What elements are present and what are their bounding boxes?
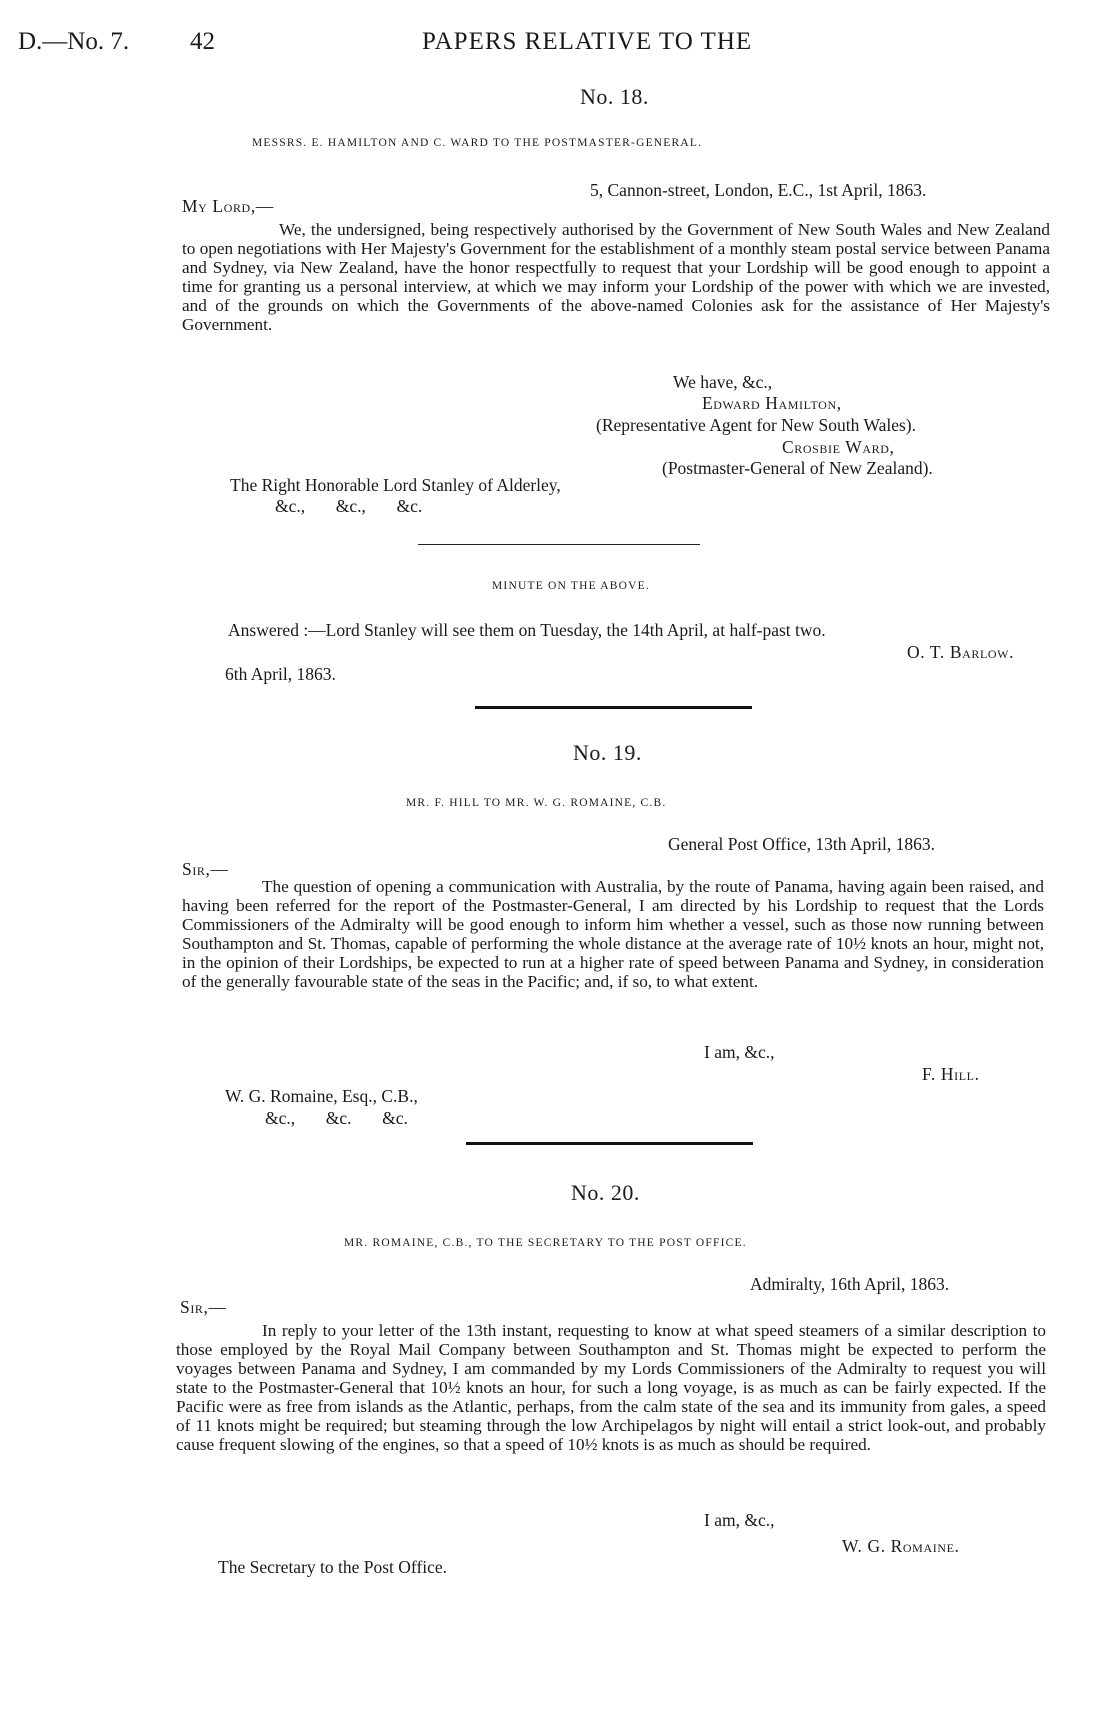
doc18-signer1: Edward Hamilton,	[702, 393, 842, 413]
section-divider	[466, 1142, 753, 1145]
doc19-heading: MR. F. HILL TO MR. W. G. ROMAINE, C.B.	[406, 797, 667, 809]
doc18-signer1-role: (Representative Agent for New South Wales).	[596, 415, 916, 435]
section-divider	[475, 706, 752, 709]
doc19-body: The question of opening a communication with Australia, by the route of Panama, having again been raised, and having been referred for the report of the Postmaster-General, I am directed by his Lordship to request that the Lords Commissioners of the Admiralty will be good enough to inform him whether a vessel, such as those now running between Southampton and St. Thomas, capable of performing the whole distance at the average rate of 10½ knots an hour, might not, in the opinion of their Lordships, be expected to run at a higher rate of speed between Panama and Sydney, in consideration of the generally favourable state of the seas in the Pacific; and, if so, to what extent.	[182, 877, 1044, 991]
doc20-heading: MR. ROMAINE, C.B., TO THE SECRETARY TO THE POST OFFICE.	[344, 1237, 747, 1249]
doc19-salutation: Sir,—	[182, 859, 229, 879]
doc20-address: Admiralty, 16th April, 1863.	[750, 1274, 950, 1294]
doc19-closing: I am, &c.,	[704, 1042, 775, 1062]
doc19-address: General Post Office, 13th April, 1863.	[668, 834, 935, 854]
doc18-addressee-etc: &c., &c., &c.	[275, 496, 423, 516]
page-title: PAPERS RELATIVE TO THE	[422, 28, 753, 55]
doc20-addressee: The Secretary to the Post Office.	[218, 1557, 448, 1577]
minute-text: Answered :—Lord Stanley will see them on Tuesday, the 14th April, at half-past two.	[228, 620, 826, 640]
section-divider	[418, 544, 700, 545]
page-number: 42	[190, 28, 215, 55]
minute-signer: O. T. Barlow.	[907, 642, 1015, 662]
doc18-address: 5, Cannon-street, London, E.C., 1st April, 1863.	[590, 180, 927, 200]
doc20-closing: I am, &c.,	[704, 1510, 775, 1530]
doc18-number: No. 18.	[580, 84, 649, 109]
doc18-signer2-role: (Postmaster-General of New Zealand).	[662, 458, 933, 478]
minute-heading: MINUTE ON THE ABOVE.	[492, 580, 650, 592]
doc18-salutation: My Lord,—	[182, 196, 274, 216]
doc18-heading: MESSRS. E. HAMILTON AND C. WARD TO THE POSTMASTER-GENERAL.	[252, 137, 703, 149]
doc20-number: No. 20.	[571, 1180, 640, 1205]
doc18-signer2: Crosbie Ward,	[782, 437, 895, 457]
doc19-signer: F. Hill.	[922, 1064, 980, 1084]
doc18-body: We, the undersigned, being respectively authorised by the Government of New South Wales and New Zealand to open negotiations with Her Majesty's Government for the establishment of a monthly steam postal service between Panama and Sydney, via New Zealand, have the honor respectfully to request that your Lordship will be good enough to appoint a time for granting us a personal interview, at which we may inform your Lordship of the power with which we are invested, and of the grounds on which the Governments of the above-named Colonies ask for the assistance of Her Majesty's Government.	[182, 220, 1050, 334]
doc18-closing: We have, &c.,	[673, 372, 773, 392]
doc20-salutation: Sir,—	[180, 1297, 227, 1317]
doc20-signer: W. G. Romaine.	[842, 1536, 960, 1556]
doc18-addressee: The Right Honorable Lord Stanley of Alderley,	[230, 475, 561, 495]
doc19-addressee: W. G. Romaine, Esq., C.B.,	[225, 1086, 418, 1106]
doc19-addressee-etc: &c., &c. &c.	[265, 1108, 408, 1128]
doc20-body: In reply to your letter of the 13th instant, requesting to know at what speed steamers of a similar description to those employed by the Royal Mail Company between Southampton and St. Thomas might be expected to perform the voyages between Panama and Sydney, I am commanded by my Lords Commissioners of the Admiralty to request you will state to the Postmaster-General that 10½ knots an hour, for such a long voyage, is as much as can be fairly expected. If the Pacific were as free from islands as the Atlantic, perhaps, from the calm state of the sea and its immunity from gales, a speed of 11 knots might be required; but steaming through the low Archipelagos by night will entail a strict look-out, and probably cause frequent slowing of the engines, so that a speed of 10½ knots is as much as should be required.	[176, 1321, 1046, 1454]
document-code: D.—No. 7.	[18, 28, 130, 55]
doc19-number: No. 19.	[573, 740, 642, 765]
minute-date: 6th April, 1863.	[225, 664, 336, 684]
